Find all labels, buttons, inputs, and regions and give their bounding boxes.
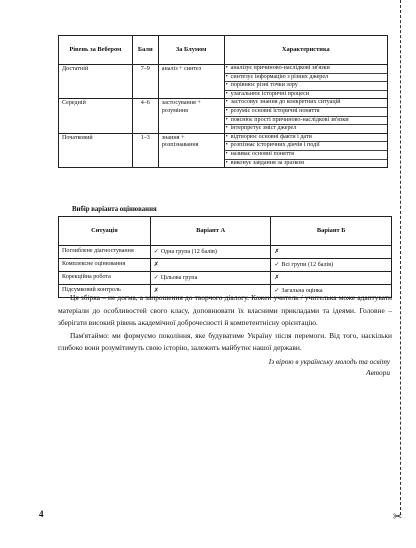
table-row	[59, 246, 392, 259]
situation-cell: Підсумковий контроль	[59, 285, 151, 298]
header-points: Бали	[132, 36, 158, 65]
list-item: • інтерпретує зміст джерел	[225, 125, 387, 133]
check-icon: ✓	[274, 260, 280, 268]
level-cell: Достатній	[59, 65, 133, 99]
check-icon: ✓	[153, 273, 159, 281]
table-row	[59, 272, 392, 285]
header-characteristics: Характеристика	[224, 36, 387, 65]
cut-line	[400, 0, 401, 515]
signature	[90, 356, 390, 378]
list-item: • виконує завдання за зразком	[225, 160, 387, 168]
level-cell: Початковий	[59, 133, 133, 167]
table-row	[59, 133, 388, 167]
signature-line: Із вірою в українську молодь та освіту	[268, 357, 390, 366]
bloom-cell: застосування + розуміння	[158, 99, 224, 133]
list-item: • пояснює прості причиново-наслідкові зв'язки	[225, 117, 387, 126]
header-variant-a: Варіант А	[150, 217, 271, 246]
list-item: • застосовує знання до конкретних ситуацій	[225, 99, 387, 108]
levels-table-header	[59, 36, 388, 65]
characteristics-list	[228, 99, 384, 132]
paragraph: Ця збірка – не догма, а запрошення до творчого діалогу. Кожен учитель / учителька може адаптувати матеріали до особливостей свого класу, доповнювати їх власними прикладами та ідеями. Головне – зберігати високий рівень академічної доброчесності й компетентнісну орієнтацію.	[58, 293, 392, 328]
section-title: Вибір варіанта оцінювання	[72, 206, 157, 213]
list-item: • порівнює різні точки зору	[225, 82, 387, 91]
bloom-cell: знання + розпізнавання	[158, 133, 224, 167]
table-row	[59, 99, 388, 133]
variant-a-text: Цільова група	[160, 274, 198, 281]
cross-icon: ✗	[153, 286, 159, 294]
scissors-icon: ✂	[393, 510, 403, 523]
characteristics-list	[228, 134, 384, 167]
list-item: • синтезує інформацію з різних джерел	[225, 74, 387, 83]
header-variant-b: Варіант Б	[271, 217, 392, 246]
variant-b-text: Загальна оцінка	[281, 287, 323, 294]
header-level: Рівень за Вебером	[59, 36, 133, 65]
variant-table-header	[59, 217, 392, 246]
signature-authors: Автори	[366, 368, 390, 377]
situation-cell: Комплексне оцінювання	[59, 259, 151, 272]
variant-b-cell	[271, 272, 392, 285]
variant-a-cell	[150, 259, 271, 272]
table-row	[59, 259, 392, 272]
situation-cell: Корекційна робота	[59, 272, 151, 285]
list-item: • відтворює основні факти і дати	[225, 134, 387, 143]
page-number: 4	[39, 509, 44, 519]
variant-a-cell	[150, 272, 271, 285]
list-item: • розпізнає історичних діячів і події	[225, 142, 387, 151]
levels-table	[58, 35, 388, 168]
situation-cell: Поглиблене діагностування	[59, 246, 151, 259]
body-text	[58, 292, 392, 355]
check-icon: ✓	[153, 247, 159, 255]
paragraph: Пам'ятаймо: ми формуємо покоління, яке будуватиме Україну після перемоги. Від того, наскільки глибоко вони розумітимуть свою історію, залежить майбутнє нашої держави.	[58, 330, 392, 353]
points-cell: 4–6	[132, 99, 158, 133]
level-cell: Середній	[59, 99, 133, 133]
list-item: • узагальнює історичні процеси	[225, 91, 387, 99]
variant-b-text: Всі групи (12 балів)	[281, 261, 334, 268]
variant-b-cell	[271, 246, 392, 259]
list-item: • аналізує причиново-наслідкові зв'язки	[225, 65, 387, 74]
list-item: • розуміє основні історичні поняття	[225, 108, 387, 117]
header-situation: Ситуація	[59, 217, 151, 246]
variant-a-cell	[150, 246, 271, 259]
cross-icon: ✗	[274, 273, 280, 281]
bloom-cell: аналіз + синтез	[158, 65, 224, 99]
variant-a-text: Одна група (12 балів)	[160, 248, 217, 255]
header-bloom: За Блумом	[158, 36, 224, 65]
variant-b-cell	[271, 259, 392, 272]
points-cell: 1–3	[132, 133, 158, 167]
list-item: • називає основні поняття	[225, 151, 387, 160]
points-cell: 7–9	[132, 65, 158, 99]
variant-table	[58, 216, 392, 298]
check-icon: ✓	[274, 286, 280, 294]
cross-icon: ✗	[153, 260, 159, 268]
cross-icon: ✗	[274, 247, 280, 255]
table-row	[59, 65, 388, 99]
characteristics-list	[228, 65, 384, 98]
